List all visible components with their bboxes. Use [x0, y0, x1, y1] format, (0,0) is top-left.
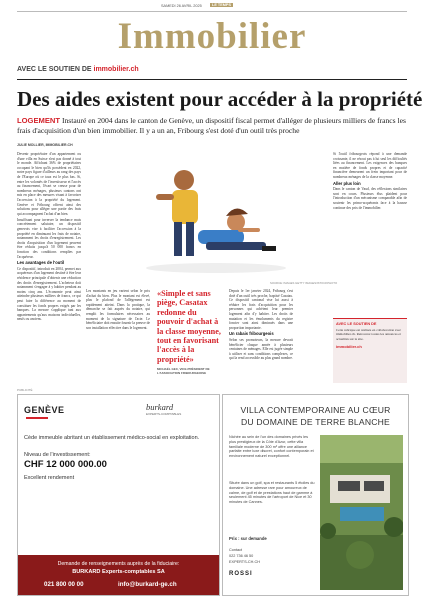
article-headline: Des aides existent pour accéder à la propriété	[17, 87, 423, 111]
ad-villa-contact-label: Contact	[229, 548, 243, 552]
ad-cta-band	[18, 555, 219, 595]
col5b-text: Dans le canton de Vaud, des réflexions similaires sont en cours. Plusieurs élus plaident pour l'introduction d'un mécanisme comparable afin de soutenir les primo-acquérants face à la hausse continue des prix de l'immobilier.	[333, 187, 407, 210]
ad-phone[interactable]: 021 800 00 00	[44, 581, 84, 588]
pull-quote-block	[157, 289, 223, 382]
issue-date: SAMEDI 26 AVRIL 2025	[161, 4, 202, 8]
ad-villa-photo	[320, 435, 403, 590]
ad-geneve	[17, 394, 220, 596]
header-rule	[17, 11, 407, 12]
col5-text: Si l'outil fribourgeois répond à une demande croissante, il ne résout pas à lui seul les difficultés liées au financement. Les exigences des banques en matière de fonds propres et de capacité financière demeurent un frein important pour de nombreux ménages de la classe moyenne.	[333, 152, 407, 179]
ad-cta: Demande de renseignements auprès de la fiduciaire:	[57, 561, 180, 567]
couple-illustration	[86, 150, 326, 280]
ad-invest-value: CHF 12 000 000.00	[24, 459, 107, 470]
support-brand-link[interactable]: immobilier.ch	[93, 66, 139, 73]
lead-keyword: LOGEMENT	[17, 116, 61, 125]
ad-villa-title-1: VILLA CONTEMPORAINE AU CŒUR	[240, 405, 391, 415]
subhead-further: Aller plus loin	[333, 180, 361, 186]
photo-credit: SOURCE: IMAGES GETTY IMAGES/ISTOCKPHOTO	[270, 281, 338, 285]
ad-villa-price: Prix : sur demande	[229, 536, 267, 541]
ad-invest-label: Niveau de l'investissement:	[24, 452, 91, 458]
sidebar-link[interactable]: immobilier.ch	[336, 343, 362, 349]
column-5	[333, 152, 407, 314]
villa-photo-svg	[320, 435, 403, 590]
col4b-text: Selon ses promoteurs, la mesure devrait bénéficier chaque année à plusieurs centaines de ménages. Elle est jugée simple à utiliser et sans conditions complexes, ce qui la rend accessible au plus grand nombre.	[229, 337, 293, 361]
column-2	[86, 289, 150, 382]
column-1	[17, 152, 81, 382]
subhead-fribourg: Un rabais fribourgeois	[229, 331, 274, 337]
subhead-advantages: Les avantages de l'outil	[17, 260, 65, 266]
ad-villa-text-1: Nichée au sein de l'un des domaines privés les plus prestigieux de la Côte d'Azur, cette villa familiale moderne de 300 m² offre une alliance parfaite entre luxe discret, confort contemporain et environnement naturel exceptionnel.	[229, 435, 314, 459]
sidebar-title: AVEC LE SOUTIEN DE	[336, 322, 377, 326]
ad-email[interactable]: info@burkard-ge.ch	[118, 581, 177, 588]
ad-tag: PUBLICITÉ	[17, 388, 33, 392]
brand-badge: LE TEMPS	[212, 3, 231, 7]
support-prefix: AVEC LE SOUTIEN DE	[17, 66, 92, 73]
col1-text: Devenir propriétaire d'un appartement ou d'une villa en Suisse n'est pas donné à tout le monde. Affichant 36% de propriétaires occupant le bien qu'ils possèdent en 2022, notre pays figure d'ailleurs au rang des pays de l'Europe où ce taux est le plus bas. Si, entre les volontés de l'investisseur et l'accès au financement, l'écart se creuse pour de nombreux ménages, plusieurs cantons ont mis en place des mesures visant à favoriser l'accession à la propriété du logement. Genève et Fribourg offrent ainsi des solutions pour alléger une partie des frais qui accompagnent l'achat d'un bien.	[17, 152, 81, 216]
section-title: Immobilier	[117, 16, 307, 57]
pull-quote: «Simple et sans piège, Casatax redonne du pouvoir d'achat à la classe moyenne, tout en favorisant l'accès à la propriété»	[157, 289, 221, 364]
lead-text: Instauré en 2004 dans le canton de Genève, un dispositif fiscal permet d'alléger de plusieurs milliers de francs les frais d'acquisition d'un bien immobilier. Il y a un an, Fribourg s'est doté d'un outil très proche	[17, 116, 406, 135]
ad-villa-title-2: DU DOMAINE DE TERRE BLANCHE	[241, 417, 390, 427]
ad-villa-text-2: Située dans un golf, spa et restaurants 5 étoiles du domaine. Une adresse rare pour amoureux de calme, de golf et de prestations haut de gamme à seulement 45 minutes de l'aéroport de Nice et 30 minutes de Cannes.	[229, 481, 315, 505]
ad-cta-company: BURKARD Experts-comptables SA	[72, 569, 165, 575]
illustration	[86, 150, 326, 280]
ad-villa-brand-logo: ROSSI	[229, 571, 253, 577]
ad-brand-sub: EXPERTS-COMPTABLES	[146, 412, 182, 416]
ad-description: Cède immeuble abritant un établissement médico-social en exploitation.	[24, 435, 200, 441]
ad-city: GENÈVE	[24, 405, 65, 415]
support-line	[17, 66, 139, 73]
column-4	[229, 289, 293, 382]
col4-text: Depuis le 1er janvier 2024, Fribourg s'est doté d'un outil très proche, baptisé Casatax. Ce dispositif cantonal vise lui aussi à réduire les frais d'acquisition pour les personnes qui achètent leur premier logement afin d'y habiter. Les droits de mutation et les émoluments du registre foncier sont ainsi diminués dans une proportion importante.	[229, 289, 293, 330]
col2-text: Ce dispositif, introduit en 2004, permet aux acquéreurs d'un logement destiné à être leur résidence principale d'obtenir une réduction des droits d'enregistrement. L'acheteur doit notamment s'engager à y habiter pendant au moins cinq ans. L'économie peut ainsi atteindre plusieurs milliers de francs, ce qui peut faire la différence au moment de constituer les fonds propres exigés par les banques. La mesure s'applique tant aux appartements qu'aux maisons individuelles, neufs ou anciens.	[17, 266, 81, 322]
ad-villa-phone[interactable]: 022 736 46 50	[229, 554, 254, 558]
byline: JULIE MOLLIER, IMMOBILIER.CH	[17, 143, 73, 147]
section-rule	[17, 79, 407, 80]
col3-text: Les montants en jeu varient selon le prix d'achat du bien. Plus le montant est élevé, plus le plafond de l'allégement est rapidement atteint. Dans la pratique, la démarche se fait auprès du notaire, qui remplit les formulaires nécessaires au moment de la signature de l'acte. Le bénéficiaire doit ensuite fournir la preuve de son installation effective dans le logement.	[86, 289, 150, 330]
ad-villa-site[interactable]: EXPERTS-CH.CH	[229, 560, 260, 564]
ad-rendement: Excellent rendement	[24, 475, 75, 481]
quote-author: MICHAËL GEX, VICE-PRÉSIDENT DE L'ASSOCIATION FRIBOURGEOISE	[157, 367, 210, 376]
sidebar-box	[333, 318, 407, 383]
ad-villa	[222, 394, 409, 596]
ad-brand-logo: burkard	[146, 402, 174, 412]
ad-city-underline	[26, 417, 48, 419]
col1b-text: Insuffisant pour inverser la tendance mais concrètement salutaire, un dispositif genevois vise à faciliter l'accession à la propriété en diminuant les frais de notaire, notamment les droits d'enregistrement. Les droits d'acquisition d'un logement peuvent être réduits jusqu'à 50 000 francs en fonction des conditions remplies par l'acquéreur.	[17, 217, 81, 259]
sidebar-text: Cette rubrique est réalisée en collaboration avec immobilier.ch. Retrouvez toutes les annonces et actualités sur le site.	[336, 328, 402, 341]
article-lead	[17, 116, 409, 135]
